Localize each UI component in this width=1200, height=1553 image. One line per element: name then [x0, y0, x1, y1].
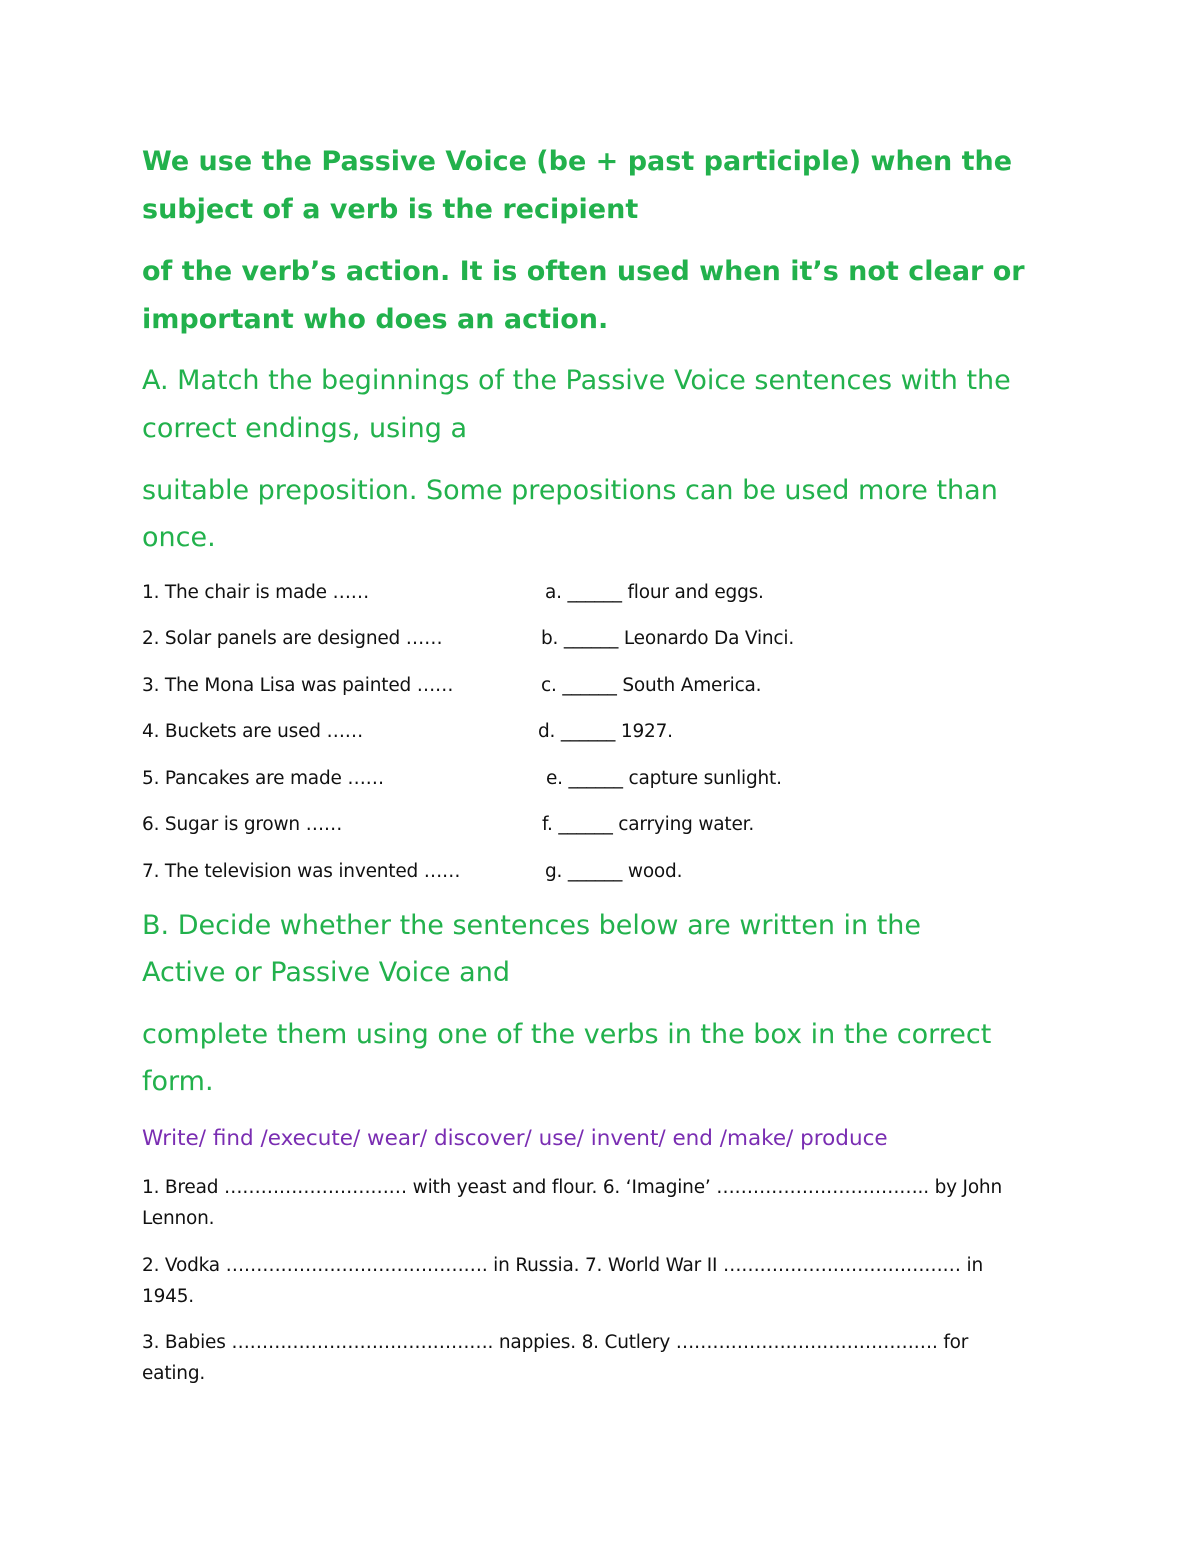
match-ending-b: b. ______ Leonardo Da Vinci.: [541, 628, 795, 649]
exercise-b-row-2-line-2: 1945.: [142, 1286, 194, 1307]
exercise-b-row-3-line-2: eating.: [142, 1363, 206, 1384]
section-b-heading-line-1: B. Decide whether the sentences below are written in the: [142, 910, 922, 941]
match-beginning-3: 3. The Mona Lisa was painted ……: [142, 675, 454, 696]
match-ending-g: g. ______ wood.: [545, 861, 683, 882]
match-ending-e: e. ______ capture sunlight.: [546, 768, 782, 789]
section-a-heading-line-3: suitable preposition. Some prepositions can be used more than: [142, 475, 998, 506]
exercise-b-row-3-line-1: 3. Babies ……………………………………. nappies. 8. Cutlery ……………………………………. for: [142, 1332, 969, 1353]
match-beginning-2: 2. Solar panels are designed ……: [142, 628, 443, 649]
match-beginning-4: 4. Buckets are used ……: [142, 721, 364, 742]
section-a-heading-line-1: A. Match the beginnings of the Passive Voice sentences with the: [142, 365, 1011, 396]
exercise-b-row-1-line-1: 1. Bread ………………………… with yeast and flour. 6. ‘Imagine’ …………………………….. by John: [142, 1177, 1002, 1198]
section-b-heading-line-2: Active or Passive Voice and: [142, 957, 510, 988]
section-b-heading-line-4: form.: [142, 1066, 214, 1097]
section-b-heading-line-3: complete them using one of the verbs in the box in the correct: [142, 1019, 992, 1050]
match-beginning-1: 1. The chair is made ……: [142, 582, 370, 603]
match-ending-c: c. ______ South America.: [541, 675, 762, 696]
section-a-heading-line-4: once.: [142, 522, 216, 553]
intro-line-4: important who does an action.: [142, 304, 609, 335]
intro-line-3: of the verb’s action. It is often used when it’s not clear or: [142, 256, 1025, 287]
exercise-b-row-1-line-2: Lennon.: [142, 1208, 215, 1229]
match-beginning-5: 5. Pancakes are made ……: [142, 768, 384, 789]
match-ending-a: a. ______ flour and eggs.: [545, 582, 764, 603]
section-a-heading-line-2: correct endings, using a: [142, 413, 468, 444]
match-ending-d: d. ______ 1927.: [538, 721, 673, 742]
match-beginning-6: 6. Sugar is grown ……: [142, 814, 343, 835]
intro-line-2: subject of a verb is the recipient: [142, 194, 639, 225]
exercise-b-row-2-line-1: 2. Vodka ……………………………………. in Russia. 7. World War II ………………………………… in: [142, 1255, 983, 1276]
match-beginning-7: 7. The television was invented ……: [142, 861, 461, 882]
verb-box: Write/ find /execute/ wear/ discover/ use/ invent/ end /make/ produce: [142, 1126, 888, 1151]
intro-line-1: We use the Passive Voice (be + past participle) when the: [142, 146, 1013, 177]
match-ending-f: f. ______ carrying water.: [542, 814, 755, 835]
